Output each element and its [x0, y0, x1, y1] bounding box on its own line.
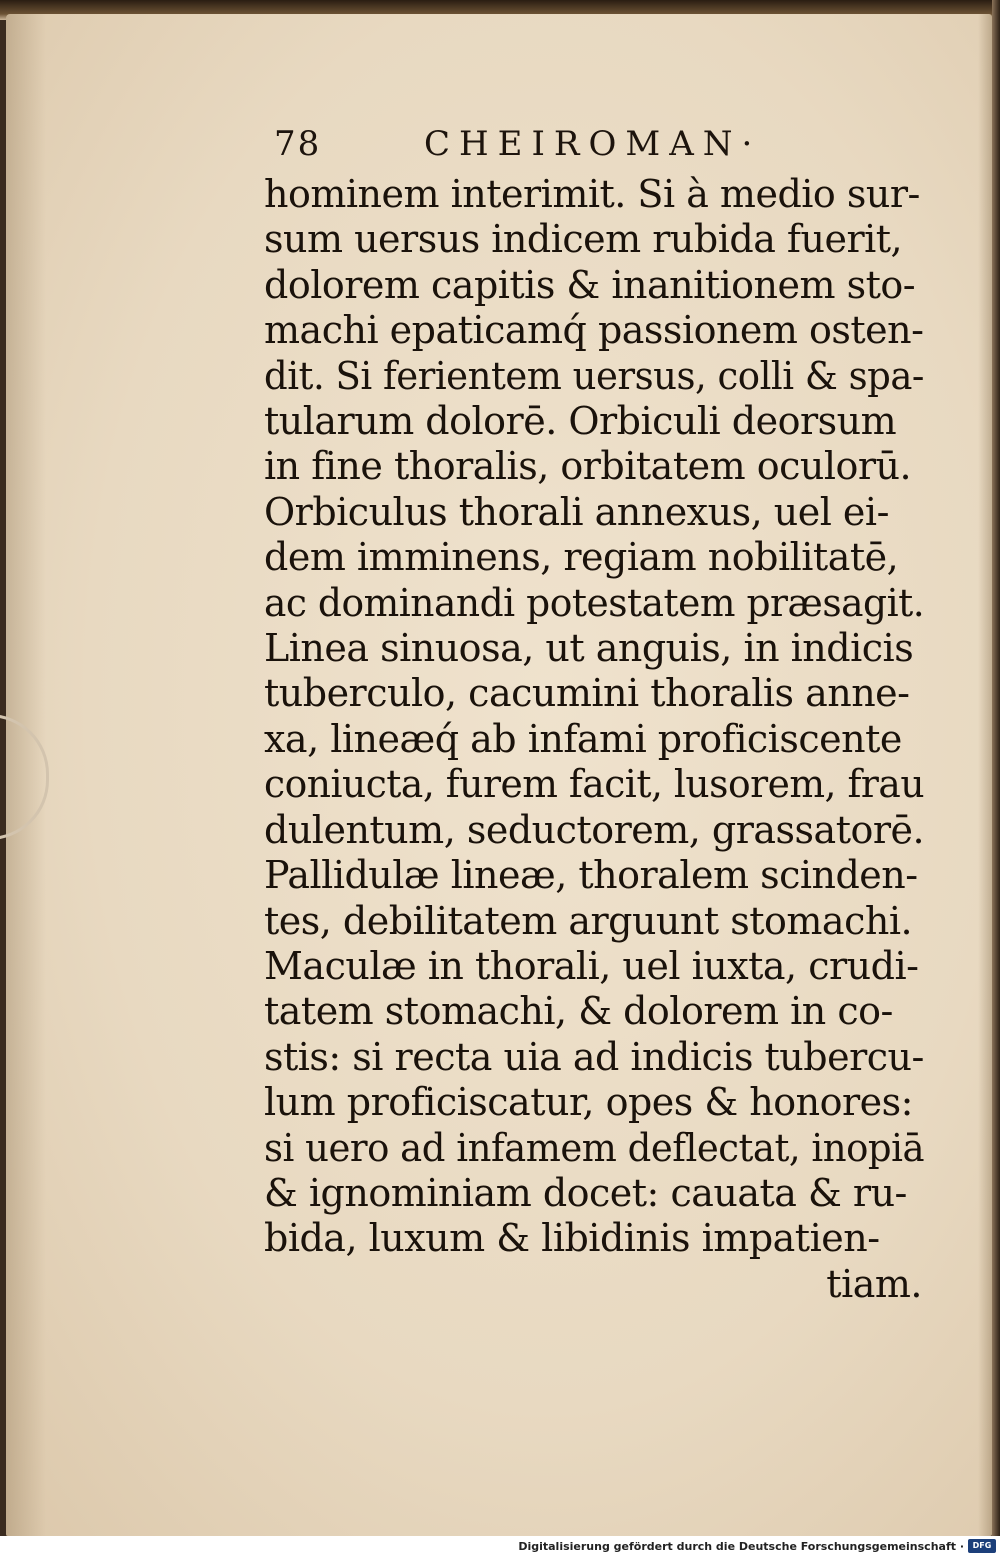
digitization-credit: Digitalisierung gefördert durch die Deutsche Forschungsgemeinschaft ·: [518, 1540, 964, 1553]
text-line: si uero ad infamem deflectat, inopiā: [264, 1125, 925, 1170]
text-line: hominem interimit. Si à medio sur-: [264, 172, 920, 216]
text-line: & ignominiam docet: cauata & ru-: [264, 1170, 907, 1215]
text-line: Linea sinuosa, ut anguis, in indicis: [264, 626, 914, 671]
text-line: xa, lineæq́ ab infami proficiscente: [264, 716, 902, 761]
text-line: tuberculo, cacumini thoralis anne-: [264, 671, 910, 716]
text-line: tularum dolorē. Orbiculi deorsum: [264, 399, 897, 444]
text-line: stis: si recta uia ad indicis tubercu-: [264, 1034, 924, 1079]
text-line: dolorem capitis & inanitionem sto-: [264, 262, 916, 307]
text-line: lum proficiscatur, opes & honores:: [264, 1080, 913, 1125]
text-line: tatem stomachi, & dolorem in co-: [264, 989, 893, 1034]
book-page: [6, 14, 992, 1536]
text-line: sum uersus indicem rubida fuerit,: [264, 217, 903, 262]
text-line: coniucta, furem facit, lusorem, frau: [264, 762, 925, 807]
text-line: Orbiculus thorali annexus, uel ei-: [264, 489, 889, 534]
text-line: dem imminens, regiam nobilitatē,: [264, 535, 899, 580]
page-header: [274, 118, 774, 168]
text-line: Maculæ in thorali, uel iuxta, crudi-: [264, 943, 919, 988]
page-edges-shadow: [978, 14, 992, 1536]
text-line: dit. Si ferientem uersus, colli & spa-: [264, 353, 924, 398]
page-number: 78: [274, 124, 322, 164]
text-line: in fine thoralis, orbitatem oculorū.: [264, 444, 912, 489]
dfg-logo: DFG: [968, 1539, 996, 1553]
text-line: ac dominandi potestatem præsagit.: [264, 580, 925, 625]
body-text: [264, 172, 934, 1307]
text-line: bida, luxum & libidinis impatien-: [264, 1216, 880, 1261]
running-head: CHEIROMAN·: [424, 124, 762, 164]
footer-bar: [0, 1536, 1000, 1557]
text-line: machi epaticamq́ passionem osten-: [264, 308, 924, 353]
text-line: dulentum, seductorem, grassatorē.: [264, 807, 925, 852]
text-line: tes, debilitatem arguunt stomachi.: [264, 898, 913, 943]
text-line-final: tiam.: [826, 1261, 922, 1306]
text-line: Pallidulæ lineæ, thoralem scinden-: [264, 853, 918, 898]
book-right-edge: [992, 0, 1000, 1540]
ink-show-through: [268, 1284, 303, 1324]
